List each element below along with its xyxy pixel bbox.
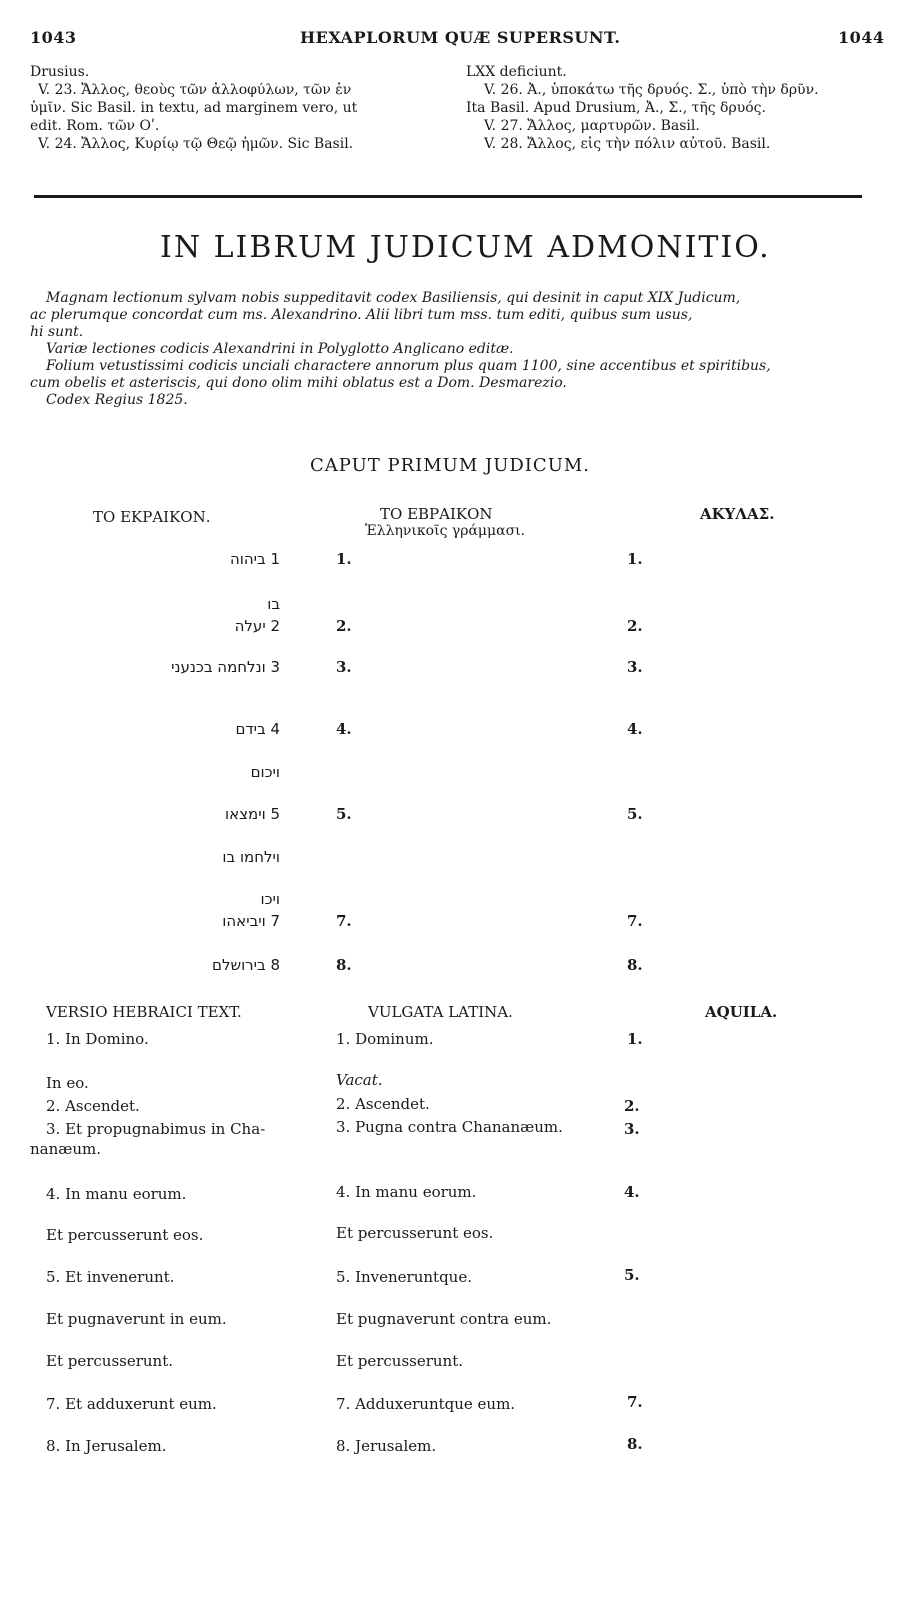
verse-number: 7. — [336, 912, 352, 930]
aquila-cell: 4. — [624, 1183, 640, 1201]
hebrew-cell: ויכום — [250, 763, 280, 781]
caput-title: CAPUT PRIMUM JUDICUM. — [310, 455, 591, 476]
vulgata-cell: 2. Ascendet. — [336, 1095, 430, 1113]
col-header-aquila-latin: AQUILA. — [705, 1003, 778, 1021]
note-line: edit. Rom. τῶν Οʹ. — [30, 118, 160, 134]
versio-cell: Et percusserunt. — [46, 1352, 174, 1370]
versio-cell: Et percusserunt eos. — [46, 1226, 204, 1244]
hebrew-cell: 8 בירושלם — [211, 956, 280, 974]
admonitio-line: Codex Regius 1825. — [46, 392, 188, 408]
hebrew-cell: 2 יעלה — [234, 617, 280, 635]
col-header-vulgata: VULGATA LATINA. — [368, 1003, 513, 1021]
verse-number: 7. — [627, 912, 643, 930]
verse-number: 2. — [336, 617, 352, 635]
verse-number: 2. — [627, 617, 643, 635]
aquila-cell: 3. — [624, 1120, 640, 1138]
vulgata-cell: 5. Inveneruntque. — [336, 1268, 472, 1286]
hebrew-cell: בו — [267, 595, 280, 613]
col-header-hebrew: ΤΟ ΕΚΡΑΙΚΟΝ. — [93, 508, 211, 526]
vulgata-cell: Et percusserunt eos. — [336, 1224, 494, 1242]
hebrew-cell: 1 ביהוה — [229, 550, 280, 568]
note-line: ὑμῖν. Sic Basil. in textu, ad marginem vero, ut — [30, 100, 358, 116]
verse-number: 1. — [336, 550, 352, 568]
verse-number: 4. — [336, 720, 352, 738]
note-line: V. 24. Ἄλλος, Κυρίῳ τῷ Θεῷ ἡμῶν. Sic Basil. — [38, 136, 354, 152]
vulgata-cell: 8. Jerusalem. — [336, 1437, 437, 1455]
verse-number: 1. — [627, 550, 643, 568]
note-line: V. 28. Ἄλλος, εἰς τὴν πόλιν αὐτοῦ. Basil. — [484, 136, 771, 152]
vulgata-cell: 1. Dominum. — [336, 1030, 434, 1048]
admonitio-line: ac plerumque concordat cum ms. Alexandrino. Alii libri tum mss. tum editi, quibus sum usus, — [30, 307, 693, 323]
verse-number: 4. — [627, 720, 643, 738]
running-title: HEXAPLORUM QUÆ SUPERSUNT. — [300, 28, 621, 47]
page-number-right: 1044 — [838, 28, 885, 47]
hebrew-cell: וילחמו בו — [222, 848, 280, 866]
verse-number: 3. — [336, 658, 352, 676]
hebrew-cell: 4 בידם — [235, 720, 280, 738]
admonitio-line: Magnam lectionum sylvam nobis suppeditavit codex Basiliensis, qui desinit in caput XIX Judicum, — [46, 290, 741, 306]
vulgata-cell: Et pugnaverunt contra eum. — [336, 1310, 552, 1328]
hebrew-cell: 3 ונלחמה בכנעני — [171, 658, 280, 676]
section-divider — [34, 195, 862, 198]
vulgata-cell: Vacat. — [336, 1071, 383, 1089]
verse-number: 5. — [627, 805, 643, 823]
note-line: V. 26. Ἀ., ὑποκάτω τῆς δρυός. Σ., ὑπὸ τὴν δρῦν. — [484, 82, 819, 98]
col-header-transliterated-sub: Ἑλληνικοῖς γράμμασι. — [365, 523, 526, 539]
verse-number: 5. — [336, 805, 352, 823]
versio-cell: 3. Et propugnabimus in Cha- — [46, 1120, 266, 1138]
versio-cell: In eo. — [46, 1074, 89, 1092]
vulgata-cell: 4. In manu eorum. — [336, 1183, 477, 1201]
versio-cell: Et pugnaverunt in eum. — [46, 1310, 227, 1328]
note-line: LXX deficiunt. — [466, 64, 567, 80]
note-line: V. 23. Ἄλλος, θεοὺς τῶν ἀλλοφύλων, τῶν ἐν — [38, 82, 352, 98]
note-line: Ita Basil. Apud Drusium, Ἀ., Σ., τῆς δρυός. — [466, 100, 766, 116]
aquila-cell: 1. — [627, 1030, 643, 1048]
page-number-left: 1043 — [30, 28, 77, 47]
versio-cell: 1. In Domino. — [46, 1030, 149, 1048]
verse-number: 3. — [627, 658, 643, 676]
note-line: V. 27. Ἄλλος, μαρτυρῶν. Basil. — [484, 118, 700, 134]
aquila-cell: 2. — [624, 1097, 640, 1115]
hebrew-cell: 7 ויביאהו — [222, 912, 280, 930]
admonitio-line: Folium vetustissimi codicis unciali charactere annorum plus quam 1100, sine accentibus et spiritibus, — [46, 358, 771, 374]
versio-cell: nanæum. — [30, 1140, 102, 1158]
aquila-cell: 8. — [627, 1435, 643, 1453]
versio-cell: 2. Ascendet. — [46, 1097, 140, 1115]
aquila-cell: 7. — [627, 1393, 643, 1411]
verse-number: 8. — [627, 956, 643, 974]
admonitio-line: cum obelis et asteriscis, qui dono olim mihi oblatus est a Dom. Desmarezio. — [30, 375, 567, 391]
vulgata-cell: Et percusserunt. — [336, 1352, 464, 1370]
versio-cell: 5. Et invenerunt. — [46, 1268, 175, 1286]
vulgata-cell: 7. Adduxeruntque eum. — [336, 1395, 516, 1413]
main-title: IN LIBRUM JUDICUM ADMONITIO. — [160, 230, 771, 265]
hebrew-cell: ויכו — [260, 890, 280, 908]
hebrew-cell: 5 וימצאו — [225, 805, 280, 823]
admonitio-line: Variæ lectiones codicis Alexandrini in Polyglotto Anglicano editæ. — [46, 341, 514, 357]
col-header-versio: VERSIO HEBRAICI TEXT. — [46, 1003, 242, 1021]
admonitio-line: hi sunt. — [30, 324, 84, 340]
vulgata-cell: 3. Pugna contra Chananæum. — [336, 1118, 563, 1136]
versio-cell: 4. In manu eorum. — [46, 1185, 187, 1203]
verse-number: 8. — [336, 956, 352, 974]
note-line: Drusius. — [30, 64, 90, 80]
col-header-transliterated: ΤΟ ΕΒΡΑΙΚΟΝ — [380, 505, 493, 523]
versio-cell: 8. In Jerusalem. — [46, 1437, 167, 1455]
versio-cell: 7. Et adduxerunt eum. — [46, 1395, 217, 1413]
col-header-aquila-greek: ΑΚΥΛΑΣ. — [700, 505, 775, 523]
aquila-cell: 5. — [624, 1266, 640, 1284]
